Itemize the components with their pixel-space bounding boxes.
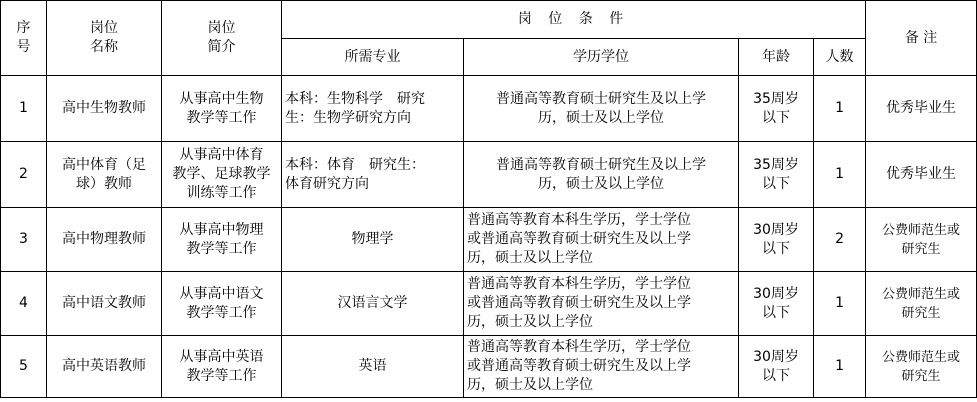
- row-name: 高中体育（足 球）教师: [47, 142, 162, 208]
- row-major: 本科：生物科学 研究 生：生物学研究方向: [282, 76, 464, 142]
- row-desc: 从事高中生物 教学等工作: [162, 76, 282, 142]
- header-name: 岗位 名称: [47, 1, 162, 76]
- table-row: [1, 142, 977, 208]
- row-age: 30周岁 以下: [739, 336, 814, 398]
- table-row: [1, 208, 977, 272]
- row-name: 高中英语教师: [47, 336, 162, 398]
- row-major: 汉语言文学: [282, 272, 464, 336]
- row-education: 普通高等教育硕士研究生及以上学 历，硕士及以上学位: [464, 142, 739, 208]
- row-desc: 从事高中英语 教学等工作: [162, 336, 282, 398]
- row-remark: 公费师范生或 研究生: [866, 336, 977, 398]
- row-education: 普通高等教育硕士研究生及以上学 历，硕士及以上学位: [464, 76, 739, 142]
- row-count: 1: [814, 76, 866, 142]
- row-age: 30周岁 以下: [739, 208, 814, 272]
- row-count: 1: [814, 142, 866, 208]
- header-education: 学历学位: [464, 39, 739, 76]
- row-seq: 1: [1, 76, 47, 142]
- table-row: [1, 336, 977, 398]
- row-education: 普通高等教育本科生学历，学士学位 或普通高等教育硕士研究生及以上学 历，硕士及以上学位: [464, 336, 739, 398]
- table-row: [1, 272, 977, 336]
- header-major: 所需专业: [282, 39, 464, 76]
- row-remark: 优秀毕业生: [866, 76, 977, 142]
- row-major: 物理学: [282, 208, 464, 272]
- header-age: 年龄: [739, 39, 814, 76]
- row-education: 普通高等教育本科生学历，学士学位 或普通高等教育硕士研究生及以上学 历，硕士及以上学位: [464, 272, 739, 336]
- row-seq: 3: [1, 208, 47, 272]
- row-seq: 4: [1, 272, 47, 336]
- row-desc: 从事高中语文 教学等工作: [162, 272, 282, 336]
- row-count: 1: [814, 336, 866, 398]
- row-age: 30周岁 以下: [739, 272, 814, 336]
- header-conditions: 岗 位 条 件: [282, 1, 866, 39]
- row-age: 35周岁 以下: [739, 142, 814, 208]
- row-remark: 公费师范生或 研究生: [866, 272, 977, 336]
- header-seq: 序 号: [1, 1, 47, 76]
- row-major: 英语: [282, 336, 464, 398]
- row-name: 高中语文教师: [47, 272, 162, 336]
- row-desc: 从事高中物理 教学等工作: [162, 208, 282, 272]
- row-count: 2: [814, 208, 866, 272]
- row-name: 高中物理教师: [47, 208, 162, 272]
- row-age: 35周岁 以下: [739, 76, 814, 142]
- row-seq: 5: [1, 336, 47, 398]
- row-name: 高中生物教师: [47, 76, 162, 142]
- row-remark: 公费师范生或 研究生: [866, 208, 977, 272]
- row-count: 1: [814, 272, 866, 336]
- row-desc: 从事高中体育 教学、足球教学 训练等工作: [162, 142, 282, 208]
- row-seq: 2: [1, 142, 47, 208]
- row-education: 普通高等教育本科生学历，学士学位 或普通高等教育硕士研究生及以上学 历，硕士及以上学位: [464, 208, 739, 272]
- header-remark: 备 注: [866, 1, 977, 76]
- row-remark: 优秀毕业生: [866, 142, 977, 208]
- header-count: 人数: [814, 39, 866, 76]
- row-major: 本科：体育 研究生： 体育研究方向: [282, 142, 464, 208]
- header-desc: 岗位 简介: [162, 1, 282, 76]
- table-row: [1, 76, 977, 142]
